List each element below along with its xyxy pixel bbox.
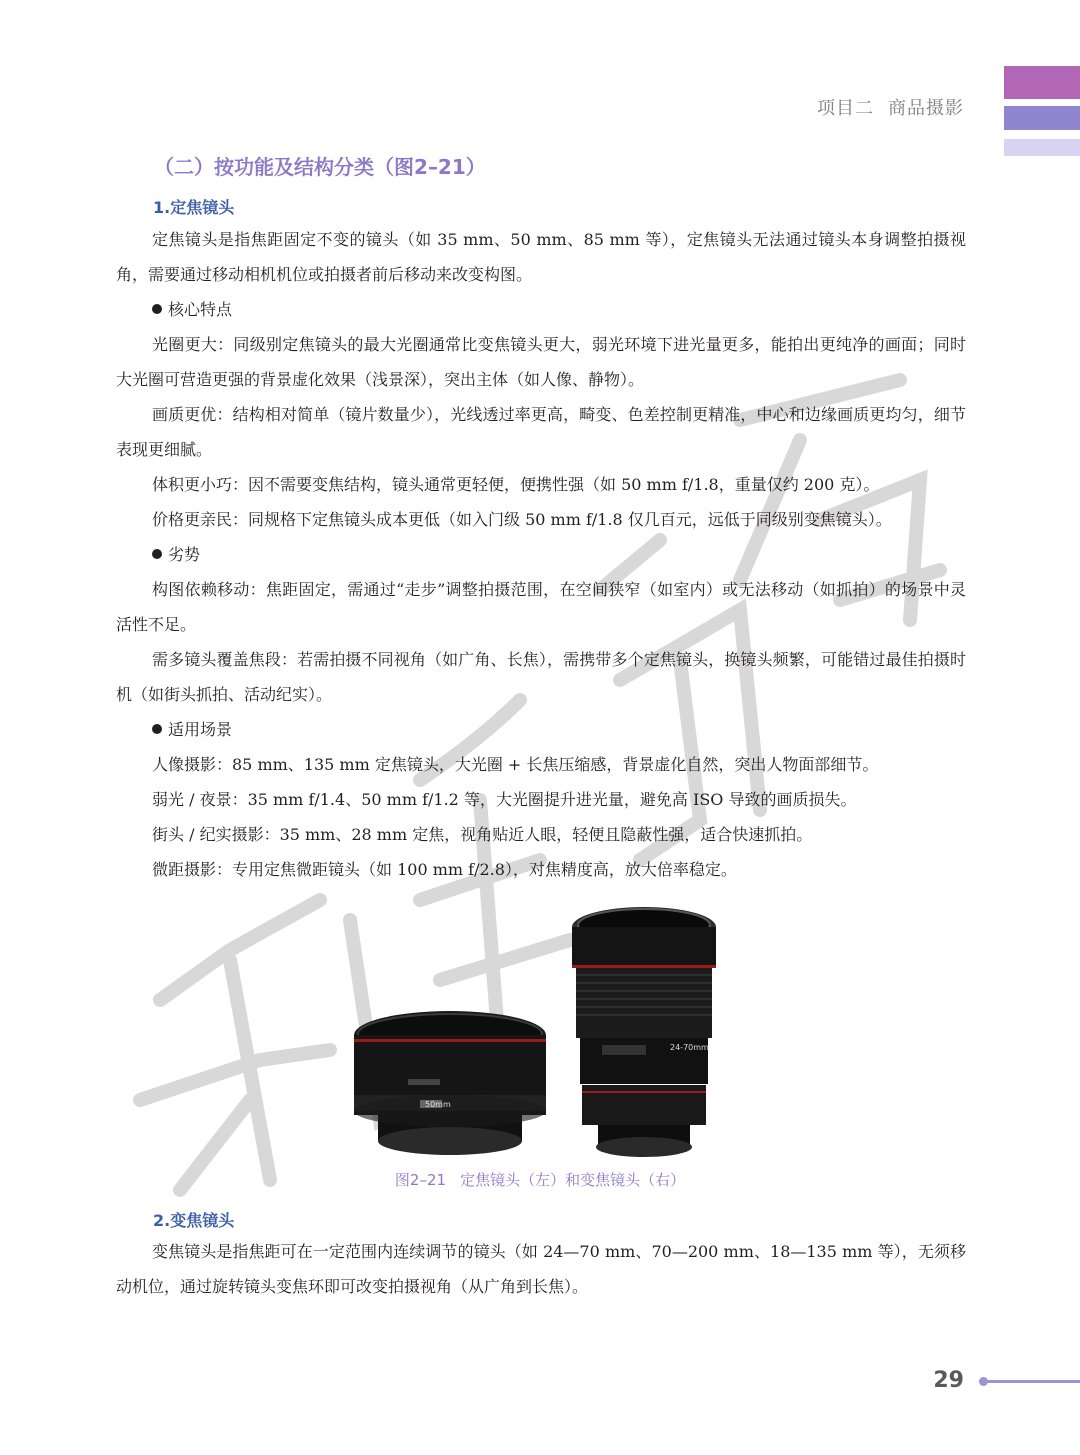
paragraph: 构图依赖移动：焦距固定，需通过“走步”调整拍摄范围，在空间狭窄（如室内）或无法移动（如抓拍）的场景中灵活性不足。: [116, 580, 966, 634]
running-header: [817, 94, 964, 120]
paragraph: 街头 / 纪实摄影：35 mm、28 mm 定焦，视角贴近人眼，轻便且隐蔽性强，适合快速抓拍。: [152, 825, 813, 844]
bullet-heading: 劣势: [116, 537, 966, 572]
prime-lens-text-block: [116, 222, 966, 887]
figure-caption: [0, 1169, 1080, 1190]
bullet-dot-icon: [152, 549, 162, 559]
header-color-bar-dark: [1004, 66, 1080, 99]
paragraph: 微距摄影：专用定焦微距镜头（如 100 mm f/2.8），对焦精度高，放大倍率稳定。: [152, 860, 737, 879]
paragraph: 弱光 / 夜景：35 mm f/1.4、50 mm f/1.2 等，大光圈提升进光量，避免高 ISO 导致的画质损失。: [152, 790, 857, 809]
paragraph: 人像摄影：85 mm、135 mm 定焦镜头，大光圈 + 长焦压缩感，背景虚化自然，突出人物面部细节。: [152, 755, 879, 774]
paragraph: 价格更亲民：同规格下定焦镜头成本更低（如入门级 50 mm f/1.8 仅几百元，远低于同级别变焦镜头）。: [152, 510, 892, 529]
subsection-title-zoom: 2.变焦镜头: [153, 1211, 235, 1230]
paragraph: 定焦镜头是指焦距固定不变的镜头（如 35 mm、50 mm、85 mm 等），定焦镜头无法通过镜头本身调整拍摄视角，需要通过移动相机机位或拍摄者前后移动来改变构图。: [116, 230, 966, 284]
bullet-dot-icon: [152, 304, 162, 314]
prime-lens-image: [354, 1011, 546, 1155]
header-color-bar-light: [1004, 139, 1080, 156]
paragraph: 体积更小巧：因不需要变焦结构，镜头通常更轻便，便携性强（如 50 mm f/1.8，重量仅约 200 克）。: [152, 475, 880, 494]
svg-text:50mm: 50mm: [425, 1100, 451, 1109]
header-title: 商品摄影: [888, 98, 964, 119]
zoom-lens-text-block: [116, 1234, 966, 1304]
lens-figure: [350, 905, 730, 1165]
page-number-rule: [984, 1380, 1080, 1383]
subsection-title-prime: 1.定焦镜头: [153, 198, 235, 217]
paragraph: 画质更优：结构相对简单（镜片数量少），光线透过率更高，畸变、色差控制更精准，中心和边缘画质更均匀，细节表现更细腻。: [116, 405, 966, 459]
bullet-heading: 核心特点: [116, 292, 966, 327]
page-number: 29: [933, 1368, 964, 1393]
header-project: 项目二: [817, 98, 874, 119]
header-color-bar-mid: [1004, 106, 1080, 130]
figure-label: 图2–21: [394, 1171, 447, 1189]
bullet-heading: 适用场景: [116, 712, 966, 747]
paragraph: 光圈更大：同级别定焦镜头的最大光圈通常比变焦镜头更大，弱光环境下进光量更多，能拍出更纯净的画面；同时大光圈可营造更强的背景虚化效果（浅景深），突出主体（如人像、静物）。: [116, 335, 966, 389]
zoom-lens-image: [572, 907, 716, 1157]
paragraph: 变焦镜头是指焦距可在一定范围内连续调节的镜头（如 24—70 mm、70—200 mm、18—135 mm 等），无须移动机位，通过旋转镜头变焦环即可改变拍摄视角（从广角到长焦）。: [116, 1242, 966, 1296]
bullet-dot-icon: [152, 724, 162, 734]
svg-text:24-70mm: 24-70mm: [670, 1043, 709, 1052]
figure-caption-text: 定焦镜头（左）和变焦镜头（右）: [460, 1171, 686, 1189]
paragraph: 需多镜头覆盖焦段：若需拍摄不同视角（如广角、长焦），需携带多个定焦镜头，换镜头频繁，可能错过最佳拍摄时机（如街头抓拍、活动纪实）。: [116, 650, 966, 704]
section-title: （二）按功能及结构分类（图2–21）: [154, 155, 486, 179]
